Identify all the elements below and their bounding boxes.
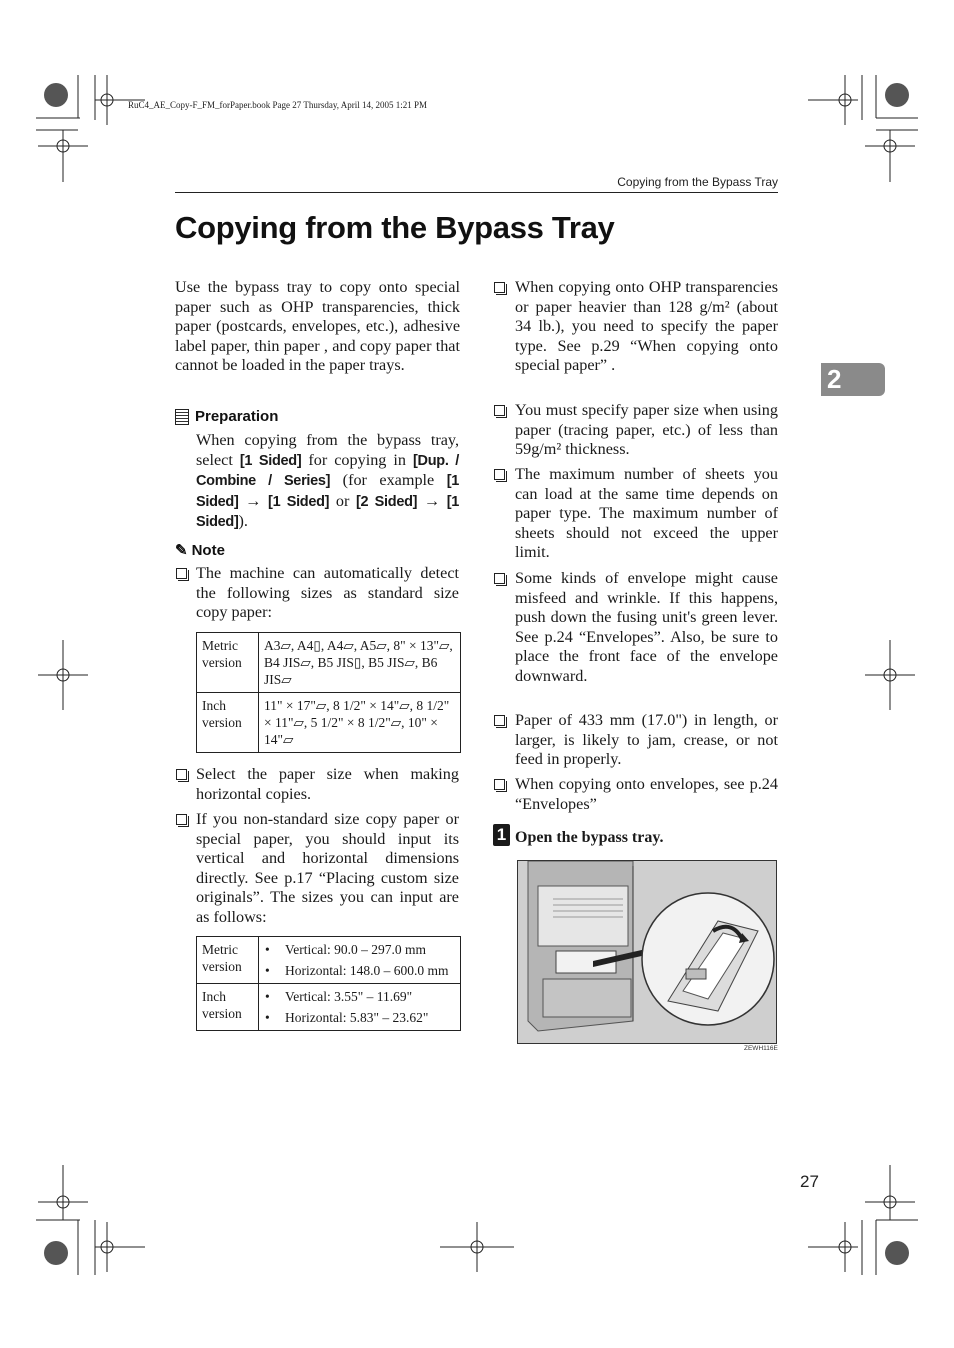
key-dup-combine-series: [Dup. / Combine / Series] xyxy=(196,452,459,489)
table-row xyxy=(197,633,461,693)
range-horizontal: • Horizontal: 5.83" – 23.62" xyxy=(263,1007,456,1028)
range-vertical: • Vertical: 90.0 – 297.0 mm xyxy=(263,939,456,960)
checkbox-bullet-icon xyxy=(176,769,187,780)
step-number: 1 xyxy=(493,824,510,846)
table-cell-value: 11" × 17"▱, 8 1/2" × 14"▱, 8 1/2" × 11"▱, 5 1/2" × 8 1/2"▱, 10" × 14"▱ xyxy=(259,693,461,753)
note-item-2: Select the paper size when making horizontal copies. xyxy=(196,765,459,803)
right-item-5: Paper of 433 mm (17.0") in length, or larger, is likely to jam, crease, or not feed in properly. xyxy=(515,711,778,768)
checkbox-bullet-icon xyxy=(176,568,187,579)
key-1-sided: [1 Sided] xyxy=(239,452,302,469)
input-range-table xyxy=(196,936,461,1031)
pencil-icon: ✎ xyxy=(175,542,188,559)
checkbox-bullet-icon xyxy=(494,405,505,416)
table-row xyxy=(197,984,461,1031)
checkbox-bullet-icon xyxy=(494,779,505,790)
right-item-4: Some kinds of envelope might cause misfeed and wrinkle. If this happens, push down the fusing unit's green lever. See p.24 “Envelopes”. Also, be sure to place the front face of the envelope downward. xyxy=(515,569,778,685)
table-cell-label: Inch version xyxy=(197,693,259,753)
bypass-tray-illustration xyxy=(517,860,777,1044)
note-heading-row xyxy=(175,541,225,559)
table-row xyxy=(197,693,461,753)
note-heading: Note xyxy=(191,541,225,559)
checkbox-bullet-icon xyxy=(494,282,505,293)
table-cell-label: Inch version xyxy=(197,984,259,1031)
table-cell-value: A3▱, A4▯, A4▱, A5▱, 8" × 13"▱, B4 JIS▱, B5 JIS▯, B5 JIS▱, B6 JIS▱ xyxy=(259,633,461,693)
standard-sizes-table xyxy=(196,632,461,753)
checkbox-bullet-icon xyxy=(494,573,505,584)
figure-code: ZEWH116E xyxy=(744,1045,778,1052)
preparation-icon xyxy=(175,409,189,425)
table-cell-label: Metric version xyxy=(197,633,259,693)
checkbox-bullet-icon xyxy=(494,469,505,480)
preparation-heading: Preparation xyxy=(195,408,279,425)
page-number: 27 xyxy=(800,1172,819,1191)
table-cell-label: Metric version xyxy=(197,937,259,984)
right-item-3: The maximum number of sheets you can load at the same time depends on paper type. The maximum number of sheets should not exceed the upper limit. xyxy=(515,465,778,561)
range-vertical: • Vertical: 3.55" – 11.69" xyxy=(263,986,456,1007)
right-item-6: When copying onto envelopes, see p.24 “Envelopes” xyxy=(515,775,778,813)
step-text: Open the bypass tray. xyxy=(515,829,664,846)
right-item-1: When copying onto OHP transparencies or paper heavier than 128 g/m² (about 34 lb.), you need to specify the paper type. See p.29 “When copying onto special paper” . xyxy=(515,278,778,374)
intro-paragraph: Use the bypass tray to copy onto special paper such as OHP transparencies, thick paper (postcards, envelopes, etc.), adhesive label paper, thin paper , and copy paper that cannot be loaded in the paper trays. xyxy=(175,278,460,374)
right-item-2: You must specify paper size when using paper (tracing paper, etc.) of less than 59g/m² thickness. xyxy=(515,401,778,458)
note-item-1: The machine can automatically detect the following sizes as standard size copy paper: xyxy=(196,564,459,621)
file-info-line: RuC4_AE_Copy-F_FM_forPaper.book Page 27 Thursday, April 14, 2005 1:21 PM xyxy=(128,100,428,110)
copier-illustration xyxy=(518,861,777,1044)
preparation-heading-row xyxy=(175,408,278,425)
note-item-3: If you non-standard size copy paper or special paper, you should input its vertical and horizontal dimensions directly. See p.17 “Placing custom size originals”. The sizes you can input are as follows: xyxy=(196,810,459,926)
checkbox-bullet-icon xyxy=(494,715,505,726)
page-title: Copying from the Bypass Tray xyxy=(175,210,615,245)
header-rule xyxy=(175,192,778,193)
preparation-text: When copying from the bypass tray, select [1 Sided] for copying in [Dup. / Combine / Series] (for example [1 Sided] → [1 Sided] or [2 Sided] → [1 Sided]). xyxy=(196,431,460,530)
checkbox-bullet-icon xyxy=(176,814,187,825)
chapter-tab: 2 xyxy=(821,363,885,396)
range-horizontal: • Horizontal: 148.0 – 600.0 mm xyxy=(263,960,456,981)
table-row xyxy=(197,937,461,984)
running-head: Copying from the Bypass Tray xyxy=(617,175,778,189)
